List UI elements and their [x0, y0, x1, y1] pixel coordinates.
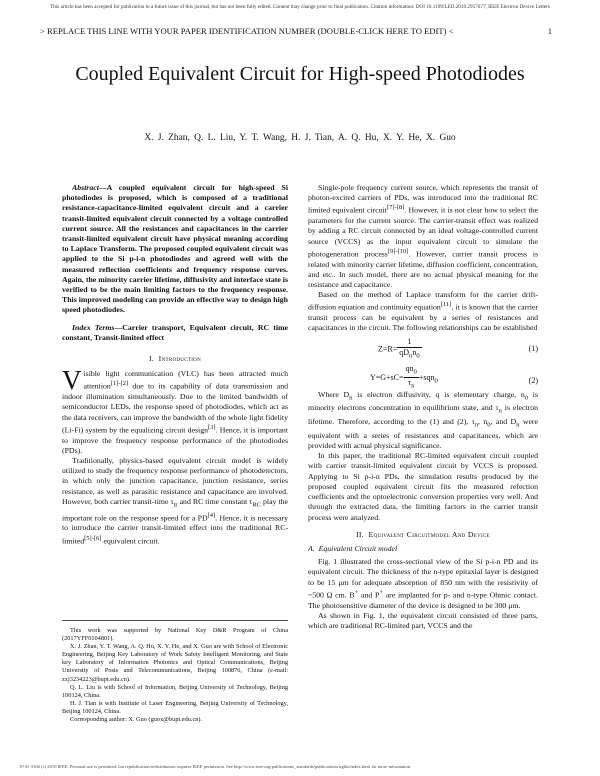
body-paragraph-3: Where $D_n$ is electron diffusivity, q is elementary charge, $n_0$ is minority electrons concentration in equilibrium state, and $\tau_n$ is electron lifetime. Therefore, according to the (1) and (2), $\tau_n$, $n_0$, and $D_n$ were equivalent with a series of resistances and capacitances, which are provided with actual physical significance. — [308, 389, 539, 451]
body-paragraph-6: As shown in Fig. 1, the equivalent circuit consisted of three parts, which are traditional RC-limited part, VCCS and the — [308, 610, 538, 630]
subsection-title: Equivalent Circuit model — [318, 543, 398, 553]
section-numeral: II. — [355, 529, 365, 539]
equation-2 — [308, 362, 538, 390]
subsection-heading — [308, 544, 538, 554]
equation-1 — [308, 334, 538, 362]
right-column — [308, 183, 538, 631]
intro-paragraph-1: Visible light communication (VLC) has been attracted much attention[1]-[2] due to its capability of data transmission and indoor illumination simultaneously. Due to the limited bandwidth of semiconductor LEDs, the response speed of photodiodes, which act as the data receivers, can improve the bandwidth of the whole light fidelity (Li-Fi) system by the equalizing circuit design[3]. Hence, it is important to improve the frequency response performance of the photodiodes (PDs). — [62, 365, 288, 455]
index-terms-text: —Carrier transport, Equivalent circuit, RC time constant, Transit-limited effect — [62, 322, 289, 342]
subsection-label: A. — [308, 543, 315, 553]
body-paragraph-5: Fig. 1 illustrated the cross-sectional view of the Si p-i-n PD and its equivalent circuit. The thickness of the n-type epitaxial layer is designed to be 15 μm for adequate absorption of 850 nm with the resistivity of ~500 Ω cm. B+ and P+ are implanted for p- and n-type Ohmic contact. The photosensitive diameter of the device is designed to be 300 μm. — [308, 557, 538, 610]
abstract — [62, 183, 288, 316]
intro-paragraph-2: Traditionally, physics-based equivalent circuit model is widely utilized to study the frequency response performance of photodetectors, in which only the junction capacitance, junction resistance, series resistance, as well as parasitic resistance and capacitance are involved. However, both carrier transit-time $\tau_{tr}$ and RC time constant $\tau_{RC}$ play the important role on the response speed for a PD[4]. Hence, it is necessary to introduce the carrier transit-limited effect into the traditional RC-limited[5]-[6] equivalent circuit. — [62, 456, 288, 546]
section-numeral: I. — [149, 354, 155, 364]
author-list: X. J. Zhan, Q. L. Liu, Y. T. Wang, H. J. Tian, A. Q. Hu, X. Y. He, X. Guo — [144, 133, 456, 143]
index-terms-label: Index Terms — [72, 322, 115, 332]
section-heading-2 — [308, 530, 538, 540]
abstract-text: —A coupled equivalent circuit for high-speed Si photodiodes is proposed, which is composed of a traditional resistance-capacitance-limited equivalent circuit and a carrier transit-limited equivalent circuit connected by a voltage controlled current source. All the resistances and capacitances in the carrier transit-limited equivalent circuit have physical meaning according to Laplace Transform. The proposed coupled equivalent circuit was applied to the Si p-i-n photodiodes and agreed well with the measured reflection coefficients and frequency response curves. Again, the minority carrier lifetime, diffusivity and interface state is verified to be the main limiting factors to the frequency response. This improved modeling can provide an effective way to design high speed photodiodes. — [62, 183, 288, 315]
footnote-funding: This work was supported by National Key D&R Program of China (2017YFF0104801). — [62, 627, 288, 643]
body-paragraph-2: Based on the method of Laplace transform for the carrier drift-diffusion equation and continuity equation[11], it is known that the carrier transit process can be equivalent by a series of resistances and capacitances in the circuit. The following relationships can be established — [308, 290, 538, 333]
section-heading-introduction — [62, 354, 288, 364]
equation-2-number: (2) — [528, 375, 538, 385]
equation-2-body: Y=G+sC= $\frac{qn_0}{\tau_n}$ +sqn$_0$ — [370, 363, 438, 391]
page-number: 1 — [547, 26, 552, 36]
abstract-label: Abstract — [72, 183, 99, 192]
body-paragraph-4: In this paper, the traditional RC-limited equivalent circuit coupled with carrier transit-limited equivalent circuit by VCCS is proposed. Applying to Si p-i-n PDs, the simulation results produced by the proposed coupled equivalent circuit fits the measured refection coefficients and the optoelectronic conversion properties very well. And through the extracted data, the limiting factors in the carrier transit process were analyzed. — [308, 451, 538, 522]
copyright-footer: 0741-3106 (c) 2019 IEEE. Personal use is permitted, but republication/redistribution requires IEEE permission. See http://www.ieee.org/publications_standards/publications/rights/index.html for more information. — [20, 764, 412, 769]
footnote-affiliation-1: X. J. Zhan, Y. T. Wang, A. Q. Hu, X. Y. He, and X. Guo are with School of Electronic Engineering, Beijing Key Laboratory of Work Safety Intelligent Monitoring, and State key Laboratory of Information Photonics and Optical Communications, Beijing University of Posts and Telecommunications, Beijing 100876, China (e-mail: zxj3234223@bupt.edu.cn). — [62, 643, 288, 683]
paper-id-header: > REPLACE THIS LINE WITH YOUR PAPER IDENTIFICATION NUMBER (DOUBLE-CLICK HERE TO EDIT) < — [40, 26, 454, 36]
left-column — [62, 183, 288, 546]
footnote-divider — [62, 620, 288, 621]
equation-1-body: Z=R= $\frac{1}{qD_nn_0}$ — [378, 336, 420, 360]
index-terms — [62, 323, 288, 343]
footnote-corresponding: Corresponding author: X. Guo (guox@bupt.edu.cn). — [70, 716, 203, 724]
section-title: Equivalent Circuitmodel And Device — [368, 529, 490, 539]
section-title: Introduction — [158, 354, 201, 364]
drop-cap: V — [62, 365, 82, 396]
body-paragraph-1: Single-pole frequency current source, which represents the transit of photon-excited carriers of PDs, was introduced into the traditional RC limited equivalent circuit[7]-[8]. However, it is not clear how to select the parameters for the current source. The carrier-transit effect was realized by adding a RC circuit connected by an ideal voltage-controlled current source (VCCS) as the input equivalent circuit to simulate the photogeneration process[9]-[10]. However, carrier transit process is related with minority carrier lifetime, diffusion coefficient, concentration, and etc.. In such model, there are no actual physical meaning for the resistance and capacitance. — [308, 183, 538, 290]
equation-1-number: (1) — [528, 343, 538, 353]
footnote-affiliation-3: H. J. Tian is with Institute of Laser Engineering, Beijing University of Technology, Beijing 100124, China. — [62, 699, 288, 715]
footnote-affiliation-2: Q. L. Liu is with School of Information, Beijing University of Technology, Beijing 100124, China. — [62, 683, 288, 699]
paper-title: Coupled Equivalent Circuit for High-speed Photodiodes — [75, 63, 525, 85]
footnotes — [62, 627, 288, 724]
publication-notice: This article has been accepted for publication in a future issue of this journal, but has not been fully edited. Content may change prior to final publication. Citation information: DOI 10.1109/LED.2019.2957677, IEEE Electron Device Letters — [50, 4, 550, 10]
